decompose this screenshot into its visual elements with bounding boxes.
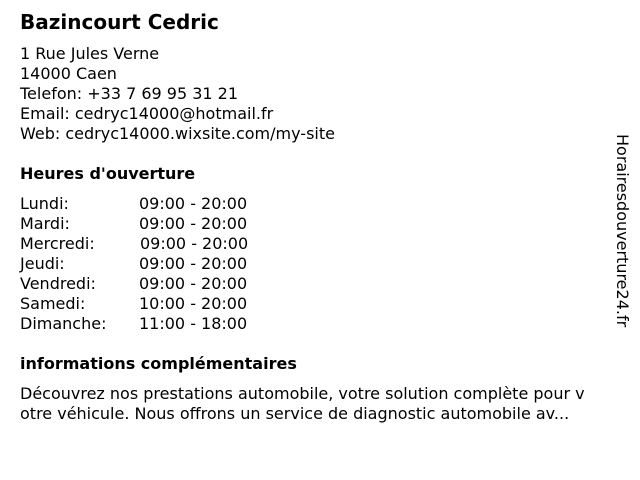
time-range: 09:00 - 20:00	[139, 274, 248, 293]
day-label: Mardi:	[20, 214, 70, 233]
time-range: 11:00 - 18:00	[139, 314, 248, 333]
day-label: Dimanche:	[20, 314, 107, 333]
time-range: 09:00 - 20:00	[140, 234, 249, 253]
website-line: Web: cedryc14000.wixsite.com/my-site	[20, 124, 335, 143]
address-city: 14000 Caen	[20, 64, 117, 83]
site-watermark: Horairesdouverture24.fr	[613, 134, 632, 328]
day-label: Mercredi:	[20, 234, 95, 253]
info-line: otre véhicule. Nous offrons un service de diagnostic automobile av...	[20, 404, 570, 423]
time-range: 09:00 - 20:00	[139, 194, 248, 213]
time-range: 09:00 - 20:00	[139, 214, 248, 233]
contact-block	[20, 44, 335, 144]
address-street: 1 Rue Jules Verne	[20, 44, 160, 63]
phone-line: Telefon: +33 7 69 95 31 21	[20, 84, 239, 103]
day-label: Vendredi:	[20, 274, 96, 293]
info-heading: informations complémentaires	[20, 354, 297, 373]
time-range: 09:00 - 20:00	[139, 254, 248, 273]
info-line: Découvrez nos prestations automobile, votre solution complète pour v	[20, 384, 585, 403]
day-label: Lundi:	[20, 194, 69, 213]
day-label: Samedi:	[20, 294, 86, 313]
email-line: Email: cedryc14000@hotmail.fr	[20, 104, 274, 123]
business-name: Bazincourt Cedric	[20, 10, 219, 34]
time-range: 10:00 - 20:00	[139, 294, 248, 313]
info-description	[20, 384, 640, 424]
hours-heading: Heures d'ouverture	[20, 164, 196, 183]
day-label: Jeudi:	[20, 254, 65, 273]
